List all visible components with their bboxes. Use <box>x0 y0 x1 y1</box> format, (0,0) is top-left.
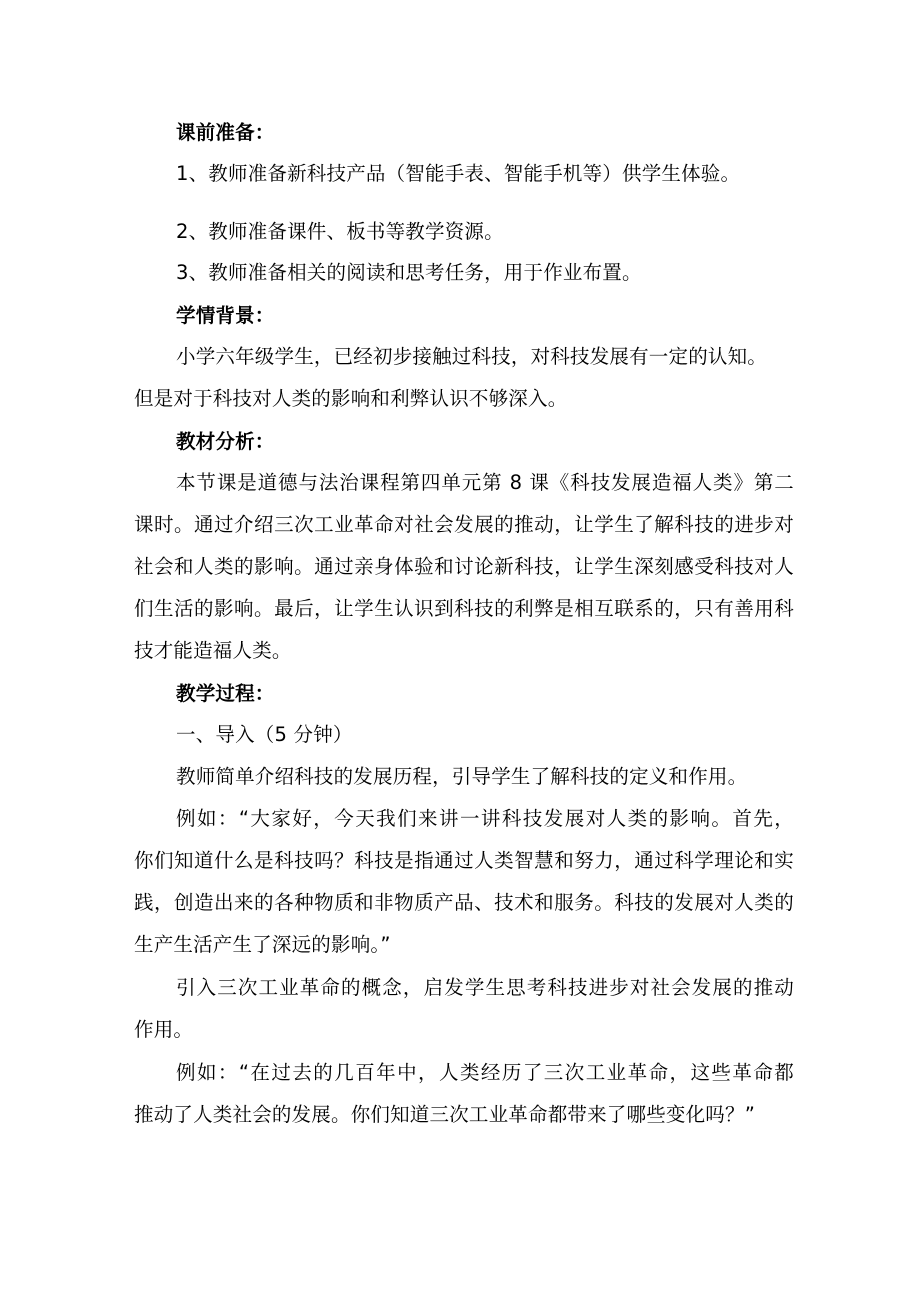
intro-step-title: 一、导入（5 分钟） <box>176 723 353 746</box>
analysis-line-3: 社会和人类的影响。通过亲身体验和讨论新科技，让学生深刻感受科技对人 <box>134 555 794 578</box>
process-heading: 教学过程： <box>176 682 275 705</box>
analysis-line-1: 本节课是道德与法治课程第四单元第 8 课《科技发展造福人类》第二 <box>176 471 794 494</box>
prep-item-1: 1、教师准备新科技产品（智能手表、智能手机等）供学生体验。 <box>176 162 741 185</box>
intro-paragraph-1: 教师简单介绍科技的发展历程，引导学生了解科技的定义和作用。 <box>176 765 748 788</box>
example1-line-4: 生产生活产生了深远的影响。” <box>134 933 391 956</box>
intro-paragraph-2-line-2: 作用。 <box>134 1018 194 1041</box>
prep-item-2: 2、教师准备课件、板书等教学资源。 <box>176 220 504 243</box>
analysis-line-2: 课时。通过介绍三次工业革命对社会发展的推动，让学生了解科技的进步对 <box>134 513 794 536</box>
intro-paragraph-2-line-1: 引入三次工业革命的概念，启发学生思考科技进步对社会发展的推动 <box>176 976 794 999</box>
example2-line-1: 例如：“在过去的几百年中，人类经历了三次工业革命，这些革命都 <box>176 1061 794 1084</box>
background-heading: 学情背景： <box>176 304 275 327</box>
analysis-heading: 教材分析： <box>176 430 275 453</box>
prep-heading: 课前准备： <box>176 121 275 144</box>
example1-line-3: 践，创造出来的各种物质和非物质产品、技术和服务。科技的发展对人类的 <box>134 891 794 914</box>
background-line-2: 但是对于科技对人类的影响和利弊认识不够深入。 <box>134 387 568 410</box>
example2-line-2: 推动了人类社会的发展。你们知道三次工业革命都带来了哪些变化吗？” <box>134 1103 756 1126</box>
analysis-line-4: 们生活的影响。最后，让学生认识到科技的利弊是相互联系的，只有善用科 <box>134 597 794 620</box>
prep-item-3: 3、教师准备相关的阅读和思考任务，用于作业布置。 <box>176 261 642 284</box>
example1-line-1: 例如：“大家好，今天我们来讲一讲科技发展对人类的影响。首先， <box>176 807 794 830</box>
example1-line-2: 你们知道什么是科技吗？科技是指通过人类智慧和努力，通过科学理论和实 <box>134 849 794 872</box>
analysis-line-5: 技才能造福人类。 <box>134 639 292 662</box>
background-line-1: 小学六年级学生，已经初步接触过科技，对科技发展有一定的认知。 <box>176 345 768 368</box>
